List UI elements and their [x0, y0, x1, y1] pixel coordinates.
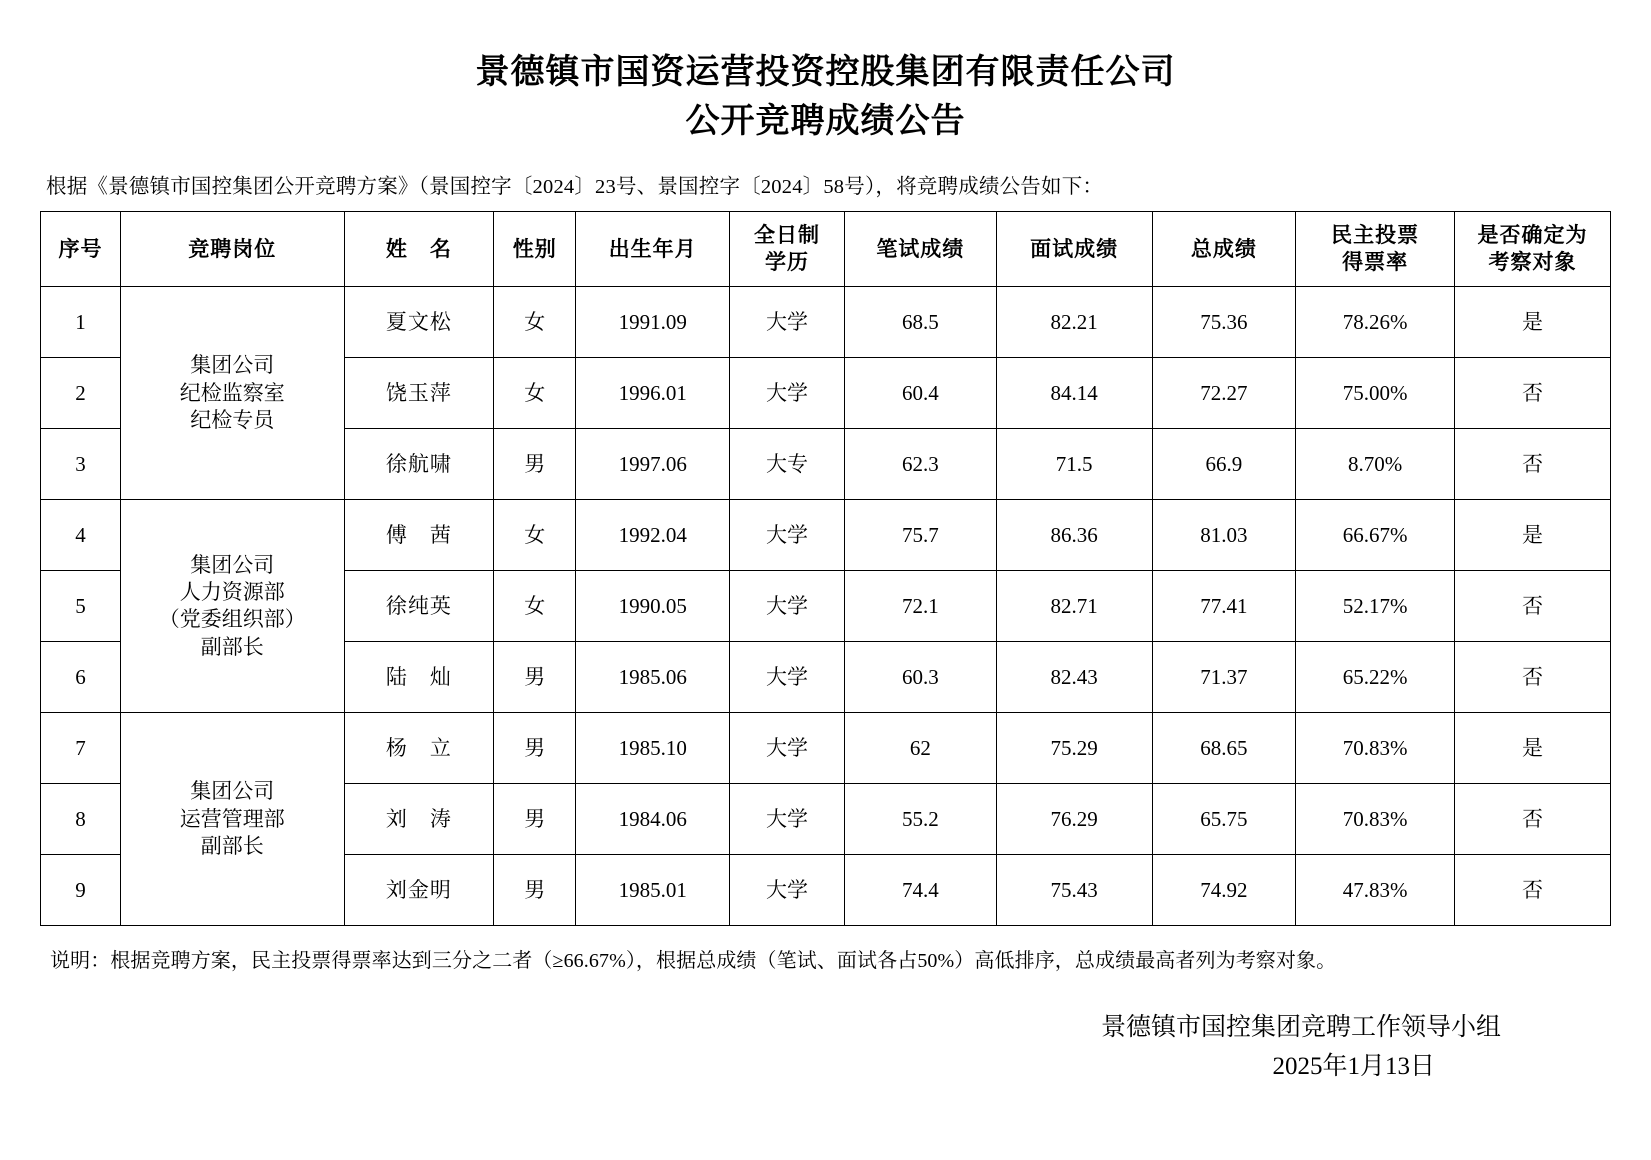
cell-gender: 男	[494, 784, 576, 855]
cell-no: 9	[41, 855, 121, 926]
cell-selected: 否	[1455, 642, 1611, 713]
column-header-education	[730, 212, 845, 287]
table-row	[41, 500, 1611, 571]
cell-no: 6	[41, 642, 121, 713]
cell-gender: 女	[494, 500, 576, 571]
header-main: 出生年月	[608, 237, 697, 261]
cell-written-score: 72.1	[844, 571, 996, 642]
cell-post	[120, 713, 344, 926]
post-line: 纪检监察室	[179, 380, 285, 405]
cell-vote-rate: 78.26%	[1296, 287, 1455, 358]
cell-gender: 男	[494, 429, 576, 500]
post-line: 集团公司	[190, 779, 275, 804]
header-main: 竞聘岗位	[188, 237, 277, 261]
cell-written-score: 60.3	[844, 642, 996, 713]
cell-gender: 女	[494, 358, 576, 429]
cell-written-score: 68.5	[844, 287, 996, 358]
cell-selected: 否	[1455, 784, 1611, 855]
header-main: 姓 名	[385, 237, 452, 261]
cell-vote-rate: 8.70%	[1296, 429, 1455, 500]
cell-vote-rate: 47.83%	[1296, 855, 1455, 926]
header-main: 序号	[58, 237, 103, 261]
column-header-selected	[1455, 212, 1611, 287]
header-sub: 考察对象	[1488, 251, 1577, 275]
header-main: 总成绩	[1190, 237, 1257, 261]
header-main: 全日制	[754, 223, 821, 247]
cell-interview-score: 75.29	[996, 713, 1152, 784]
cell-selected: 是	[1455, 287, 1611, 358]
post-line: 副部长	[200, 634, 264, 659]
post-line: 纪检专员	[190, 407, 275, 432]
cell-total-score: 71.37	[1152, 642, 1296, 713]
table-row	[41, 713, 1611, 784]
cell-education: 大学	[730, 855, 845, 926]
header-sub: 学历	[765, 251, 810, 275]
cell-gender: 男	[494, 642, 576, 713]
cell-education: 大学	[730, 642, 845, 713]
cell-selected: 是	[1455, 713, 1611, 784]
cell-selected: 否	[1455, 429, 1611, 500]
title-line-2: 公开竞聘成绩公告	[685, 102, 966, 141]
table-header-row	[41, 212, 1611, 287]
cell-total-score: 66.9	[1152, 429, 1296, 500]
signature-date: 2025年1月13日	[1272, 1053, 1435, 1081]
cell-birth: 1991.09	[576, 287, 730, 358]
cell-name: 徐航啸	[344, 429, 494, 500]
header-main: 笔试成绩	[876, 237, 965, 261]
cell-no: 1	[41, 287, 121, 358]
cell-interview-score: 76.29	[996, 784, 1152, 855]
intro-paragraph: 根据《景德镇市国控集团公开竞聘方案》（景国控字〔2024〕23号、景国控字〔2024〕58号），将竞聘成绩公告如下：	[46, 175, 1104, 198]
cell-vote-rate: 66.67%	[1296, 500, 1455, 571]
cell-selected: 否	[1455, 571, 1611, 642]
cell-no: 4	[41, 500, 121, 571]
cell-post	[120, 500, 344, 713]
cell-vote-rate: 75.00%	[1296, 358, 1455, 429]
cell-vote-rate: 70.83%	[1296, 713, 1455, 784]
cell-no: 8	[41, 784, 121, 855]
cell-total-score: 72.27	[1152, 358, 1296, 429]
cell-total-score: 77.41	[1152, 571, 1296, 642]
header-sub: 得票率	[1342, 251, 1409, 275]
cell-interview-score: 71.5	[996, 429, 1152, 500]
cell-gender: 男	[494, 713, 576, 784]
signature-block	[40, 1009, 1611, 1087]
cell-interview-score: 84.14	[996, 358, 1152, 429]
cell-interview-score: 82.43	[996, 642, 1152, 713]
cell-birth: 1992.04	[576, 500, 730, 571]
cell-birth: 1997.06	[576, 429, 730, 500]
post-line: 运营管理部	[179, 806, 285, 831]
post-line: 集团公司	[190, 552, 275, 577]
cell-name: 夏文松	[344, 287, 494, 358]
column-header-name	[344, 212, 494, 287]
cell-birth: 1985.10	[576, 713, 730, 784]
cell-no: 5	[41, 571, 121, 642]
cell-education: 大学	[730, 571, 845, 642]
signer-name: 景德镇市国控集团竞聘工作领导小组	[1100, 1014, 1501, 1042]
cell-vote-rate: 65.22%	[1296, 642, 1455, 713]
column-header-total-score	[1152, 212, 1296, 287]
cell-birth: 1985.01	[576, 855, 730, 926]
cell-interview-score: 82.71	[996, 571, 1152, 642]
cell-education: 大学	[730, 287, 845, 358]
table-row	[41, 287, 1611, 358]
cell-written-score: 75.7	[844, 500, 996, 571]
header-main: 是否确定为	[1477, 223, 1588, 247]
column-header-no	[41, 212, 121, 287]
cell-total-score: 65.75	[1152, 784, 1296, 855]
post-line: （党委组织部）	[158, 607, 306, 632]
column-header-birth	[576, 212, 730, 287]
column-header-gender	[494, 212, 576, 287]
cell-name: 陆 灿	[344, 642, 494, 713]
post-line: 副部长	[200, 833, 264, 858]
header-main: 面试成绩	[1030, 237, 1119, 261]
cell-name: 刘金明	[344, 855, 494, 926]
title-line-1: 景德镇市国资运营投资控股集团有限责任公司	[475, 53, 1176, 91]
cell-total-score: 68.65	[1152, 713, 1296, 784]
cell-education: 大专	[730, 429, 845, 500]
cell-interview-score: 75.43	[996, 855, 1152, 926]
column-header-vote-rate	[1296, 212, 1455, 287]
cell-education: 大学	[730, 784, 845, 855]
cell-education: 大学	[730, 500, 845, 571]
page-title	[40, 48, 1611, 147]
cell-birth: 1996.01	[576, 358, 730, 429]
post-line: 人力资源部	[179, 579, 285, 604]
cell-interview-score: 82.21	[996, 287, 1152, 358]
cell-written-score: 62	[844, 713, 996, 784]
cell-post	[120, 287, 344, 500]
cell-selected: 否	[1455, 855, 1611, 926]
cell-name: 杨 立	[344, 713, 494, 784]
cell-education: 大学	[730, 713, 845, 784]
cell-no: 2	[41, 358, 121, 429]
header-main: 性别	[512, 237, 557, 261]
cell-total-score: 74.92	[1152, 855, 1296, 926]
cell-name: 傅 茜	[344, 500, 494, 571]
post-line: 集团公司	[190, 353, 275, 378]
cell-education: 大学	[730, 358, 845, 429]
cell-no: 3	[41, 429, 121, 500]
column-header-post	[120, 212, 344, 287]
cell-written-score: 74.4	[844, 855, 996, 926]
cell-vote-rate: 70.83%	[1296, 784, 1455, 855]
cell-no: 7	[41, 713, 121, 784]
column-header-written-score	[844, 212, 996, 287]
cell-total-score: 81.03	[1152, 500, 1296, 571]
cell-selected: 是	[1455, 500, 1611, 571]
cell-written-score: 60.4	[844, 358, 996, 429]
cell-gender: 女	[494, 571, 576, 642]
cell-total-score: 75.36	[1152, 287, 1296, 358]
cell-birth: 1984.06	[576, 784, 730, 855]
footnote: 说明：根据竞聘方案，民主投票得票率达到三分之二者（≥66.67%），根据总成绩（笔试、面试各占50%）高低排序，总成绩最高者列为考察对象。	[50, 950, 1337, 973]
cell-interview-score: 86.36	[996, 500, 1152, 571]
results-table	[40, 211, 1611, 926]
cell-birth: 1990.05	[576, 571, 730, 642]
column-header-interview-score	[996, 212, 1152, 287]
cell-vote-rate: 52.17%	[1296, 571, 1455, 642]
cell-written-score: 55.2	[844, 784, 996, 855]
cell-written-score: 62.3	[844, 429, 996, 500]
cell-name: 徐纯英	[344, 571, 494, 642]
cell-birth: 1985.06	[576, 642, 730, 713]
cell-name: 刘 涛	[344, 784, 494, 855]
cell-gender: 男	[494, 855, 576, 926]
cell-selected: 否	[1455, 358, 1611, 429]
cell-name: 饶玉萍	[344, 358, 494, 429]
cell-gender: 女	[494, 287, 576, 358]
header-main: 民主投票	[1331, 223, 1420, 247]
